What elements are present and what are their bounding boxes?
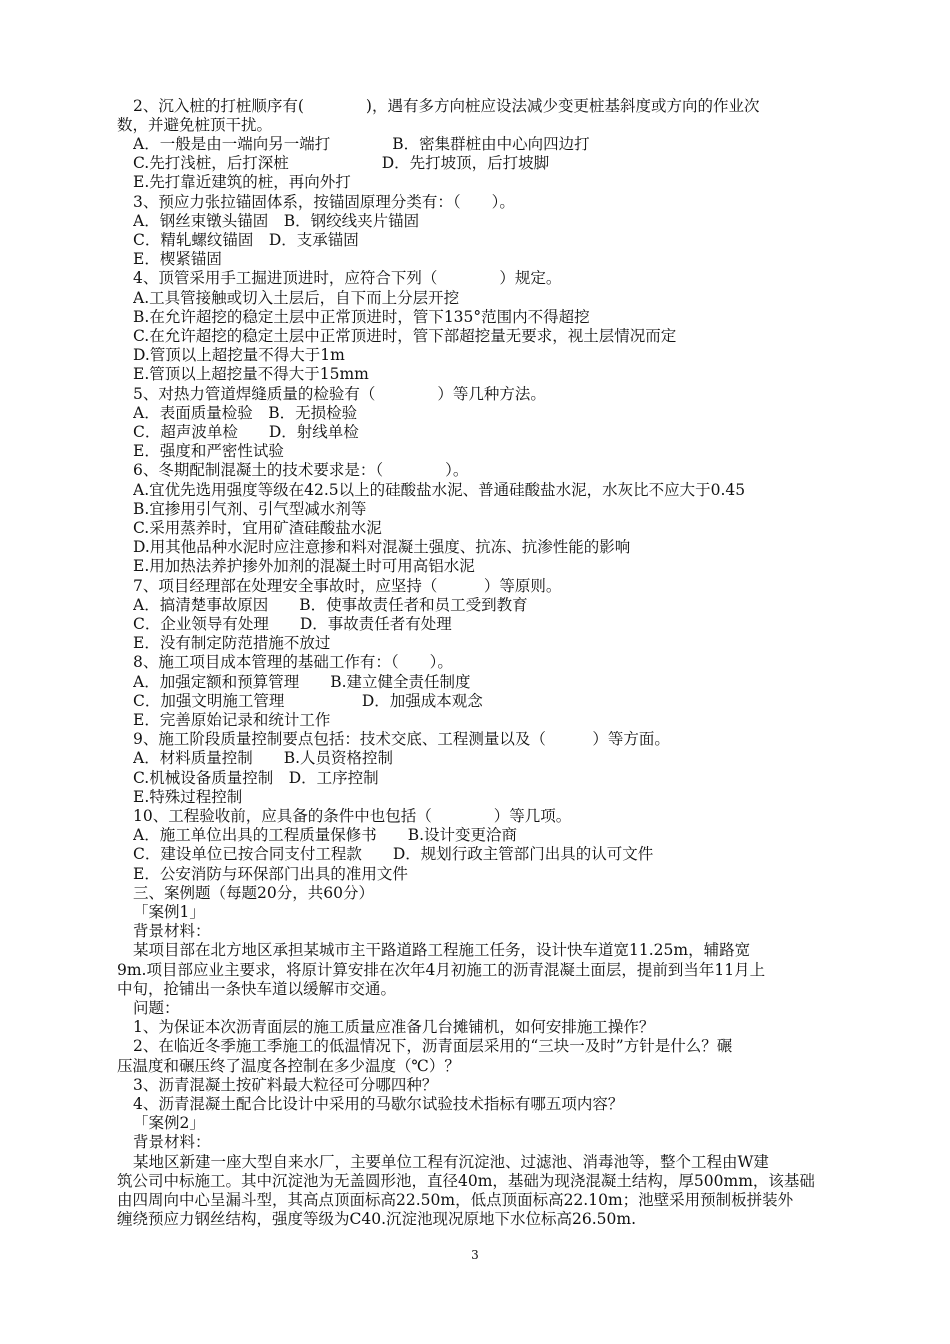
text-line: C.在允许超挖的稳定土层中正常顶进时，管下部超挖量无要求，视土层情况而定 [133, 327, 677, 345]
text-line: C．超声波单检 D．射线单检 [133, 423, 359, 441]
text-line: 1、为保证本次沥青面层的施工质量应准备几台摊铺机，如何安排施工操作？ [133, 1018, 655, 1036]
text-line: C.先打浅桩，后打深桩 D．先打坡顶，后打坡脚 [133, 154, 550, 172]
text-line: 3、预应力张拉锚固体系，按锚固原理分类有：（ ）。 [133, 193, 515, 211]
text-line: 某项目部在北方地区承担某城市主干路道路工程施工任务，设计快车道宽11.25m，辅路宽 [133, 941, 751, 959]
text-line: 7、项目经理部在处理安全事故时，应坚持（ ）等原则。 [133, 577, 562, 595]
text-line: C.机械设备质量控制 D．工序控制 [133, 769, 379, 787]
text-line: 5、对热力管道焊缝质量的检验有（ ）等几种方法。 [133, 385, 546, 403]
text-line: A．施工单位出具的工程质量保修书 B.设计变更洽商 [133, 826, 518, 844]
text-line: E．完善原始记录和统计工作 [133, 711, 331, 729]
text-line: A．加强定额和预算管理 B.建立健全责任制度 [133, 673, 471, 691]
text-line: 某地区新建一座大型自来水厂，主要单位工程有沉淀池、过滤池、消毒池等，整个工程由W建 [133, 1153, 769, 1171]
text-line: C．加强文明施工管理 D．加强成本观念 [133, 692, 483, 710]
text-line: B.宜掺用引气剂、引气型减水剂等 [133, 500, 367, 518]
text-line: 压温度和碾压终了温度各控制在多少温度（℃）？ [117, 1057, 460, 1075]
text-line: A．一般是由一端向另一端打 B．密集群桩由中心向四边打 [133, 135, 590, 153]
text-line: 缠绕预应力钢丝结构，强度等级为C40.沉淀池现况原地下水位标高26.50m. [117, 1210, 637, 1228]
text-line: C．建设单位已按合同支付工程款 D．规划行政主管部门出具的认可文件 [133, 845, 654, 863]
case-heading: 「案例2」 [133, 1114, 205, 1132]
section-heading: 三、案例题（每题20分，共60分） [133, 884, 374, 902]
text-line: 9、施工阶段质量控制要点包括：技术交底、工程测量以及（ ）等方面。 [133, 730, 670, 748]
text-line: 由四周向中心呈漏斗型，其高点顶面标高22.50m，低点顶面标高22.10m；池壁采用预制板拼装外 [117, 1191, 794, 1209]
text-line: C．精轧螺纹锚固 D．支承锚固 [133, 231, 359, 249]
text-line: A.宜优先选用强度等级在42.5以上的硅酸盐水泥、普通硅酸盐水泥，水灰比不应大于0.45 [133, 481, 746, 499]
text-line: C．企业领导有处理 D．事故责任者有处理 [133, 615, 452, 633]
text-line: E．公安消防与环保部门出具的准用文件 [133, 865, 408, 883]
text-line: 4、顶管采用手工掘进顶进时，应符合下列（ ）规定。 [133, 269, 562, 287]
text-line: E.特殊过程控制 [133, 788, 243, 806]
text-line: D.管顶以上超挖量不得大于1m [133, 346, 345, 364]
page-number: 3 [471, 1248, 479, 1262]
text-line: A．钢丝束镦头锚固 B．钢绞线夹片锚固 [133, 212, 420, 230]
text-line: 2、在临近冬季施工季施工的低温情况下，沥青面层采用的“三块一及时”方针是什么？碾 [133, 1037, 733, 1055]
text-line: 中旬，抢铺出一条快车道以缓解市交通。 [117, 980, 397, 998]
case-heading: 「案例1」 [133, 903, 205, 921]
text-line: 4、沥青混凝土配合比设计中采用的马歇尔试验技术指标有哪五项内容？ [133, 1095, 624, 1113]
text-line: 数，并避免桩顶干扰。 [117, 116, 273, 134]
text-line: 背景材料： [133, 1133, 211, 1151]
text-line: 6、冬期配制混凝土的技术要求是：（ ）。 [133, 461, 469, 479]
text-line: 2、沉入桩的打桩顺序有( )，遇有多方向桩应设法减少变更桩基斜度或方向的作业次 [133, 97, 760, 115]
text-line: 背景材料： [133, 922, 211, 940]
text-line: 3、沥青混凝土按矿料最大粒径可分哪四种？ [133, 1076, 438, 1094]
text-line: 筑公司中标施工。其中沉淀池为无盖圆形池，直径40m，基础为现浇混凝土结构，厚500mm，该基础 [117, 1172, 815, 1190]
text-line: E.管顶以上超挖量不得大于15mm [133, 365, 369, 383]
text-line: A．搞清楚事故原因 B．使事故责任者和员工受到教育 [133, 596, 528, 614]
text-line: 9m.项目部应业主要求，将原计算安排在次年4月初施工的沥青混凝土面层，提前到当年11月上 [117, 961, 766, 979]
text-line: A.工具管接触或切入土层后，自下而上分层开挖 [133, 289, 460, 307]
text-line: D.用其他品种水泥时应注意掺和料对混凝土强度、抗冻、抗渗性能的影响 [133, 538, 631, 556]
text-line: E．没有制定防范措施不放过 [133, 634, 331, 652]
text-line: 问题： [133, 999, 180, 1017]
text-line: E．强度和严密性试验 [133, 442, 284, 460]
text-line: E.用加热法养护掺外加剂的混凝土时可用高铝水泥 [133, 557, 475, 575]
text-line: C.采用蒸养时，宜用矿渣硅酸盐水泥 [133, 519, 382, 537]
text-line: 8、施工项目成本管理的基础工作有：（ ）。 [133, 653, 453, 671]
text-line: 10、工程验收前，应具备的条件中也包括（ ）等几项。 [133, 807, 572, 825]
text-line: A．材料质量控制 B.人员资格控制 [133, 749, 394, 767]
text-line: B.在允许超挖的稳定土层中正常顶进时，管下135°范围内不得超挖 [133, 308, 590, 326]
text-line: E．楔紧锚固 [133, 250, 222, 268]
text-line: A．表面质量检验 B．无损检验 [133, 404, 358, 422]
text-line: E.先打靠近建筑的桩，再向外打 [133, 173, 351, 191]
